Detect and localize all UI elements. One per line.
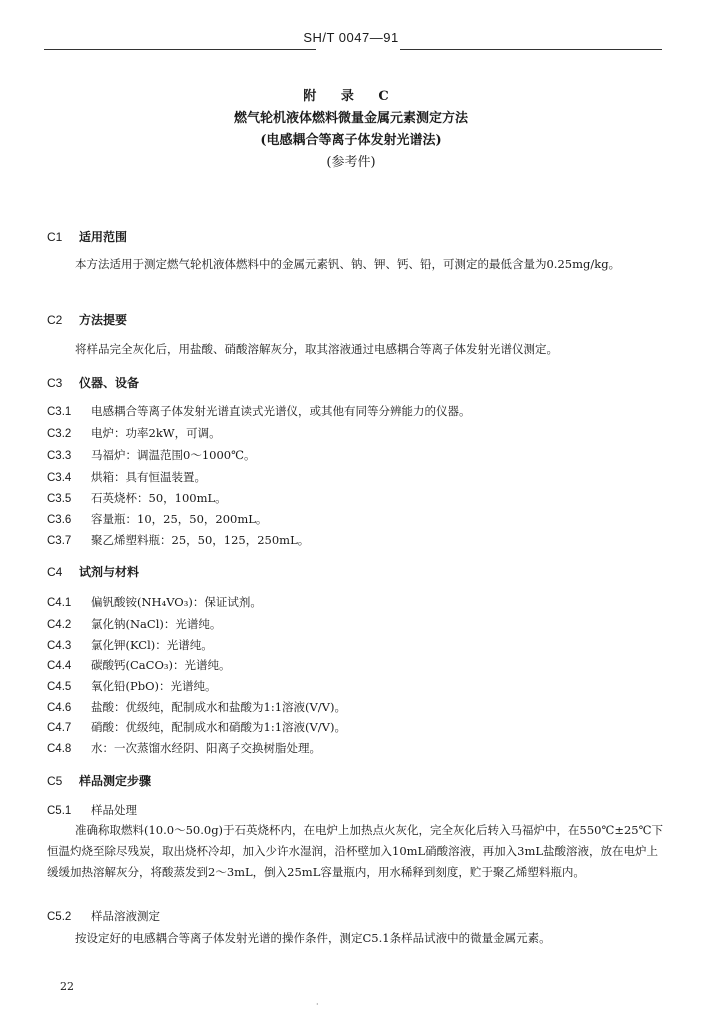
header-rule-right [400, 49, 662, 50]
section-number: C2 [47, 313, 63, 327]
section-c2-text: 将样品完全灰化后，用盐酸、硝酸溶解灰分，取其溶液通过电感耦合等离子体发射光谱仪测定。 [75, 342, 558, 356]
section-c1-text: 本方法适用于测定燃气轮机液体燃料中的金属元素钒、钠、钾、钙、铅，可测定的最低含量为0.25mg/kg。 [75, 257, 621, 271]
section-c1-heading [47, 228, 127, 245]
section-title: 试剂与材料 [79, 565, 140, 579]
list-item: C4.7 硝酸：优级纯，配制成水和硝酸为1:1溶液(V/V)。 [47, 720, 346, 734]
section-title: 方法提要 [79, 313, 128, 327]
document-title: 燃气轮机液体燃料微量金属元素测定方法 [233, 111, 468, 126]
section-c5-heading [47, 772, 151, 789]
list-item: C4.3 氯化钾(KCl)：光谱纯。 [47, 638, 213, 652]
subsection-c5-1-heading: C5.1 样品处理 [47, 803, 137, 817]
annex-label: 附 录 C [303, 89, 399, 104]
standard-code-header: SH/T 0047—91 [303, 30, 399, 45]
list-item: C4.6 盐酸：优级纯，配制成水和盐酸为1:1溶液(V/V)。 [47, 700, 346, 714]
method-subtitle: (电感耦合等离子体发射光谱法) [260, 133, 442, 148]
subsection-c5-2-heading: C5.2 样品溶液测定 [47, 909, 160, 923]
list-item: C4.8 水：一次蒸馏水经阴、阳离子交换树脂处理。 [47, 741, 321, 755]
list-item: C4.5 氧化铅(PbO)：光谱纯。 [47, 679, 217, 693]
section-c3-heading [47, 374, 139, 391]
list-item: C4.1 偏钒酸铵(NH₄VO₃)：保证试剂。 [47, 595, 262, 609]
section-c4-heading [47, 563, 139, 580]
list-item: C3.3 马福炉：调温范围0～1000℃。 [47, 448, 256, 462]
section-title: 适用范围 [79, 230, 128, 244]
list-item: C3.1 电感耦合等离子体发射光谱直读式光谱仪，或其他有同等分辨能力的仪器。 [47, 404, 471, 418]
list-item: C3.4 烘箱：具有恒温装置。 [47, 470, 206, 484]
list-item: C3.5 石英烧杯：50，100mL。 [47, 491, 227, 505]
list-item: C3.2 电炉：功率2kW，可调。 [47, 426, 221, 440]
reference-note: (参考件) [326, 155, 376, 170]
scan-dot: · [316, 1000, 319, 1009]
list-item: C3.6 容量瓶：10，25，50，200mL。 [47, 512, 268, 526]
section-title: 样品测定步骤 [79, 774, 152, 788]
title-block [0, 86, 702, 174]
section-number: C1 [47, 230, 63, 244]
section-number: C3 [47, 376, 63, 390]
section-c2-heading [47, 311, 127, 328]
page-number: 22 [60, 980, 74, 993]
section-title: 仪器、设备 [79, 376, 140, 390]
list-item: C3.7 聚乙烯塑料瓶：25，50，125，250mL。 [47, 533, 310, 547]
list-item: C4.4 碳酸钙(CaCO₃)：光谱纯。 [47, 658, 231, 672]
header-rule-left [44, 49, 316, 50]
section-number: C5 [47, 774, 63, 788]
subsection-c5-1-text: 准确称取燃料(10.0～50.0g)于石英烧杯内，在电炉上加热点火灰化，完全灰化后转入马福炉中，在550℃±25℃下恒温灼烧至除尽残炭，取出烧杯冷却，加入少许水湿润，沿杯壁加入10mL硝酸溶液，再加入3mL盐酸溶液，放在电炉上缓缓加热溶解灰分，将酸蒸发到2～3mL，倒入25mL容量瓶内，用水稀释到刻度，贮于聚乙烯塑料瓶内。 [47, 823, 663, 879]
list-item: C4.2 氯化钠(NaCl)：光谱纯。 [47, 617, 222, 631]
subsection-c5-2-text: 按设定好的电感耦合等离子体发射光谱的操作条件，测定C5.1条样品试液中的微量金属元素。 [75, 931, 551, 945]
section-number: C4 [47, 565, 63, 579]
